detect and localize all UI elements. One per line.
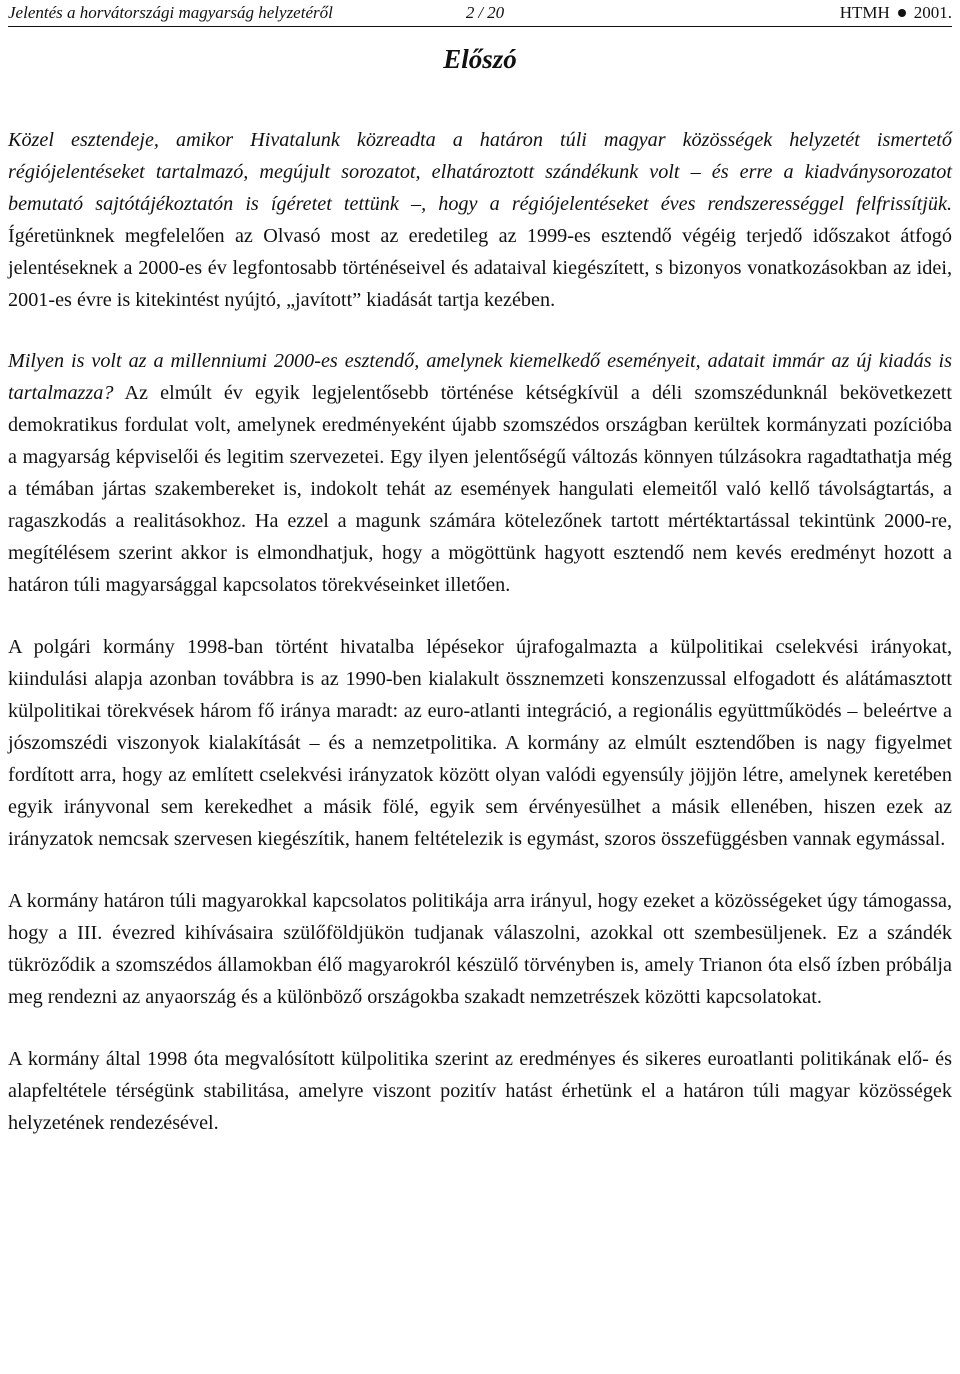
document-body [8,124,952,1169]
header-org-name: HTMH [839,3,890,22]
running-header [8,0,952,27]
paragraph-2 [8,345,952,601]
paragraph-3-text: A polgári kormány 1998-ban történt hivatalba lépésekor újrafogalmazta a külpolitikai cselekvési irányokat, kiindulási alapja azonban továbbra is az 1990-ben kialakult össznemzeti konszenzussal elfogadott és alátámasztott külpolitikai törekvések három fő iránya maradt: az euro-atlanti integráció, a regionális együttműködés – beleértve a jószomszédi viszonyok kialakítását – és a nemzetpolitika. A kormány az elmúlt esztendőben is nagy figyelmet fordított arra, hogy az említett cselekvési irányzatok között olyan valódi egyensúly jöjjön létre, amelynek keretében egyik irányvonal sem kerekedhet a másik fölé, egyik sem érvényesülhet a másik ellenében, hiszen ezek az irányzatok nemcsak szervesen kiegészítik, hanem feltételezik is egymást, szoros összefüggésben vannak egymással. [8,636,952,850]
header-year: 2001. [913,3,952,22]
header-page-separator: / [478,3,484,22]
header-page-number: 2 [465,3,475,22]
bullet-dot-icon [898,9,906,17]
paragraph-1 [8,124,952,316]
paragraph-2-italic: Milyen is volt az a millenniumi 2000-es esztendő, amelynek kiemelkedő eseményeit, adatait immár az új kiadás is tartalmazza? [8,350,952,404]
header-page-total: 20 [487,3,505,22]
paragraph-3 [8,631,952,855]
paragraph-5 [8,1043,952,1139]
paragraph-2-text: Az elmúlt év egyik legjelentősebb történése kétségkívül a déli szomszédunknál bekövetkezett demokratikus fordulat volt, amelynek eredményeként újabb szomszédos országban kerültek kormányzati pozícióba a magyarság képviselői és legitim szervezetei. Egy ilyen jelentőségű változás könnyen túlzásokra ragadtathatja még a témában jártas szakembereket is, indokolt tehát az események hangulati elemeitől való kellő távolságtartás, a ragaszkodás a realitásokhoz. Ha ezzel a magunk számára kötelezőnek tartott mértéktartással tekintünk 2000-re, megítélésem szerint akkor is elmondhatjuk, hogy a mögöttünk hagyott esztendő nem kevés eredményt hozott a határon túli magyarsággal kapcsolatos törekvéseinket illetően. [8,382,952,596]
header-page-indicator [440,2,530,24]
page-title: Előszó [443,44,517,74]
paragraph-4-text: A kormány határon túli magyarokkal kapcsolatos politikája arra irányul, hogy ezeket a közösségeket úgy támogassa, hogy a III. évezred kihívásaira szülőföldjükön tudjanak válaszolni, azokkal ott szembesüljenek. Ez a szándék tükröződik a szomszédos államokban élő magyarokról készülő törvényben is, amely Trianon óta első ízben próbálja meg rendezni az anyaország és a különböző országokba szakadt nemzetrészek közötti kapcsolatokat. [8,890,952,1008]
paragraph-5-text: A kormány által 1998 óta megvalósított külpolitika szerint az eredményes és sikeres euroatlanti politikának elő- és alapfeltétele térségünk stabilitása, amelyre viszont pozitív hatást érhetünk el a határon túli magyar közösségek helyzetének rendezésével. [8,1048,952,1134]
header-document-title: Jelentés a horvátországi magyarság helyzetéről [8,3,333,22]
paragraph-4 [8,885,952,1013]
header-publisher [840,2,952,24]
paragraph-1-italic: Közel esztendeje, amikor Hivatalunk közreadta a határon túli magyar közösségek helyzetét ismertető régiójelentéseket tartalmazó, megújult sorozatot, elhatároztott szándékunk volt – és erre a kiadványsorozatot bemutató sajtótájékoztatón is ígéretet tettünk –, hogy a régiójelentéseket éves rendszerességgel felfrissítjük. [8,129,952,215]
paragraph-1-text: Ígéretünknek megfelelően az Olvasó most az eredetileg az 1999-es esztendő végéig terjedő időszakot átfogó jelentéseknek a 2000-es év legfontosabb történéseivel és adataival kiegészített, s bizonyos vonatkozásokban az idei, 2001-es évre is kitekintést nyújtó, „javított” kiadását tartja kezében. [8,225,952,311]
